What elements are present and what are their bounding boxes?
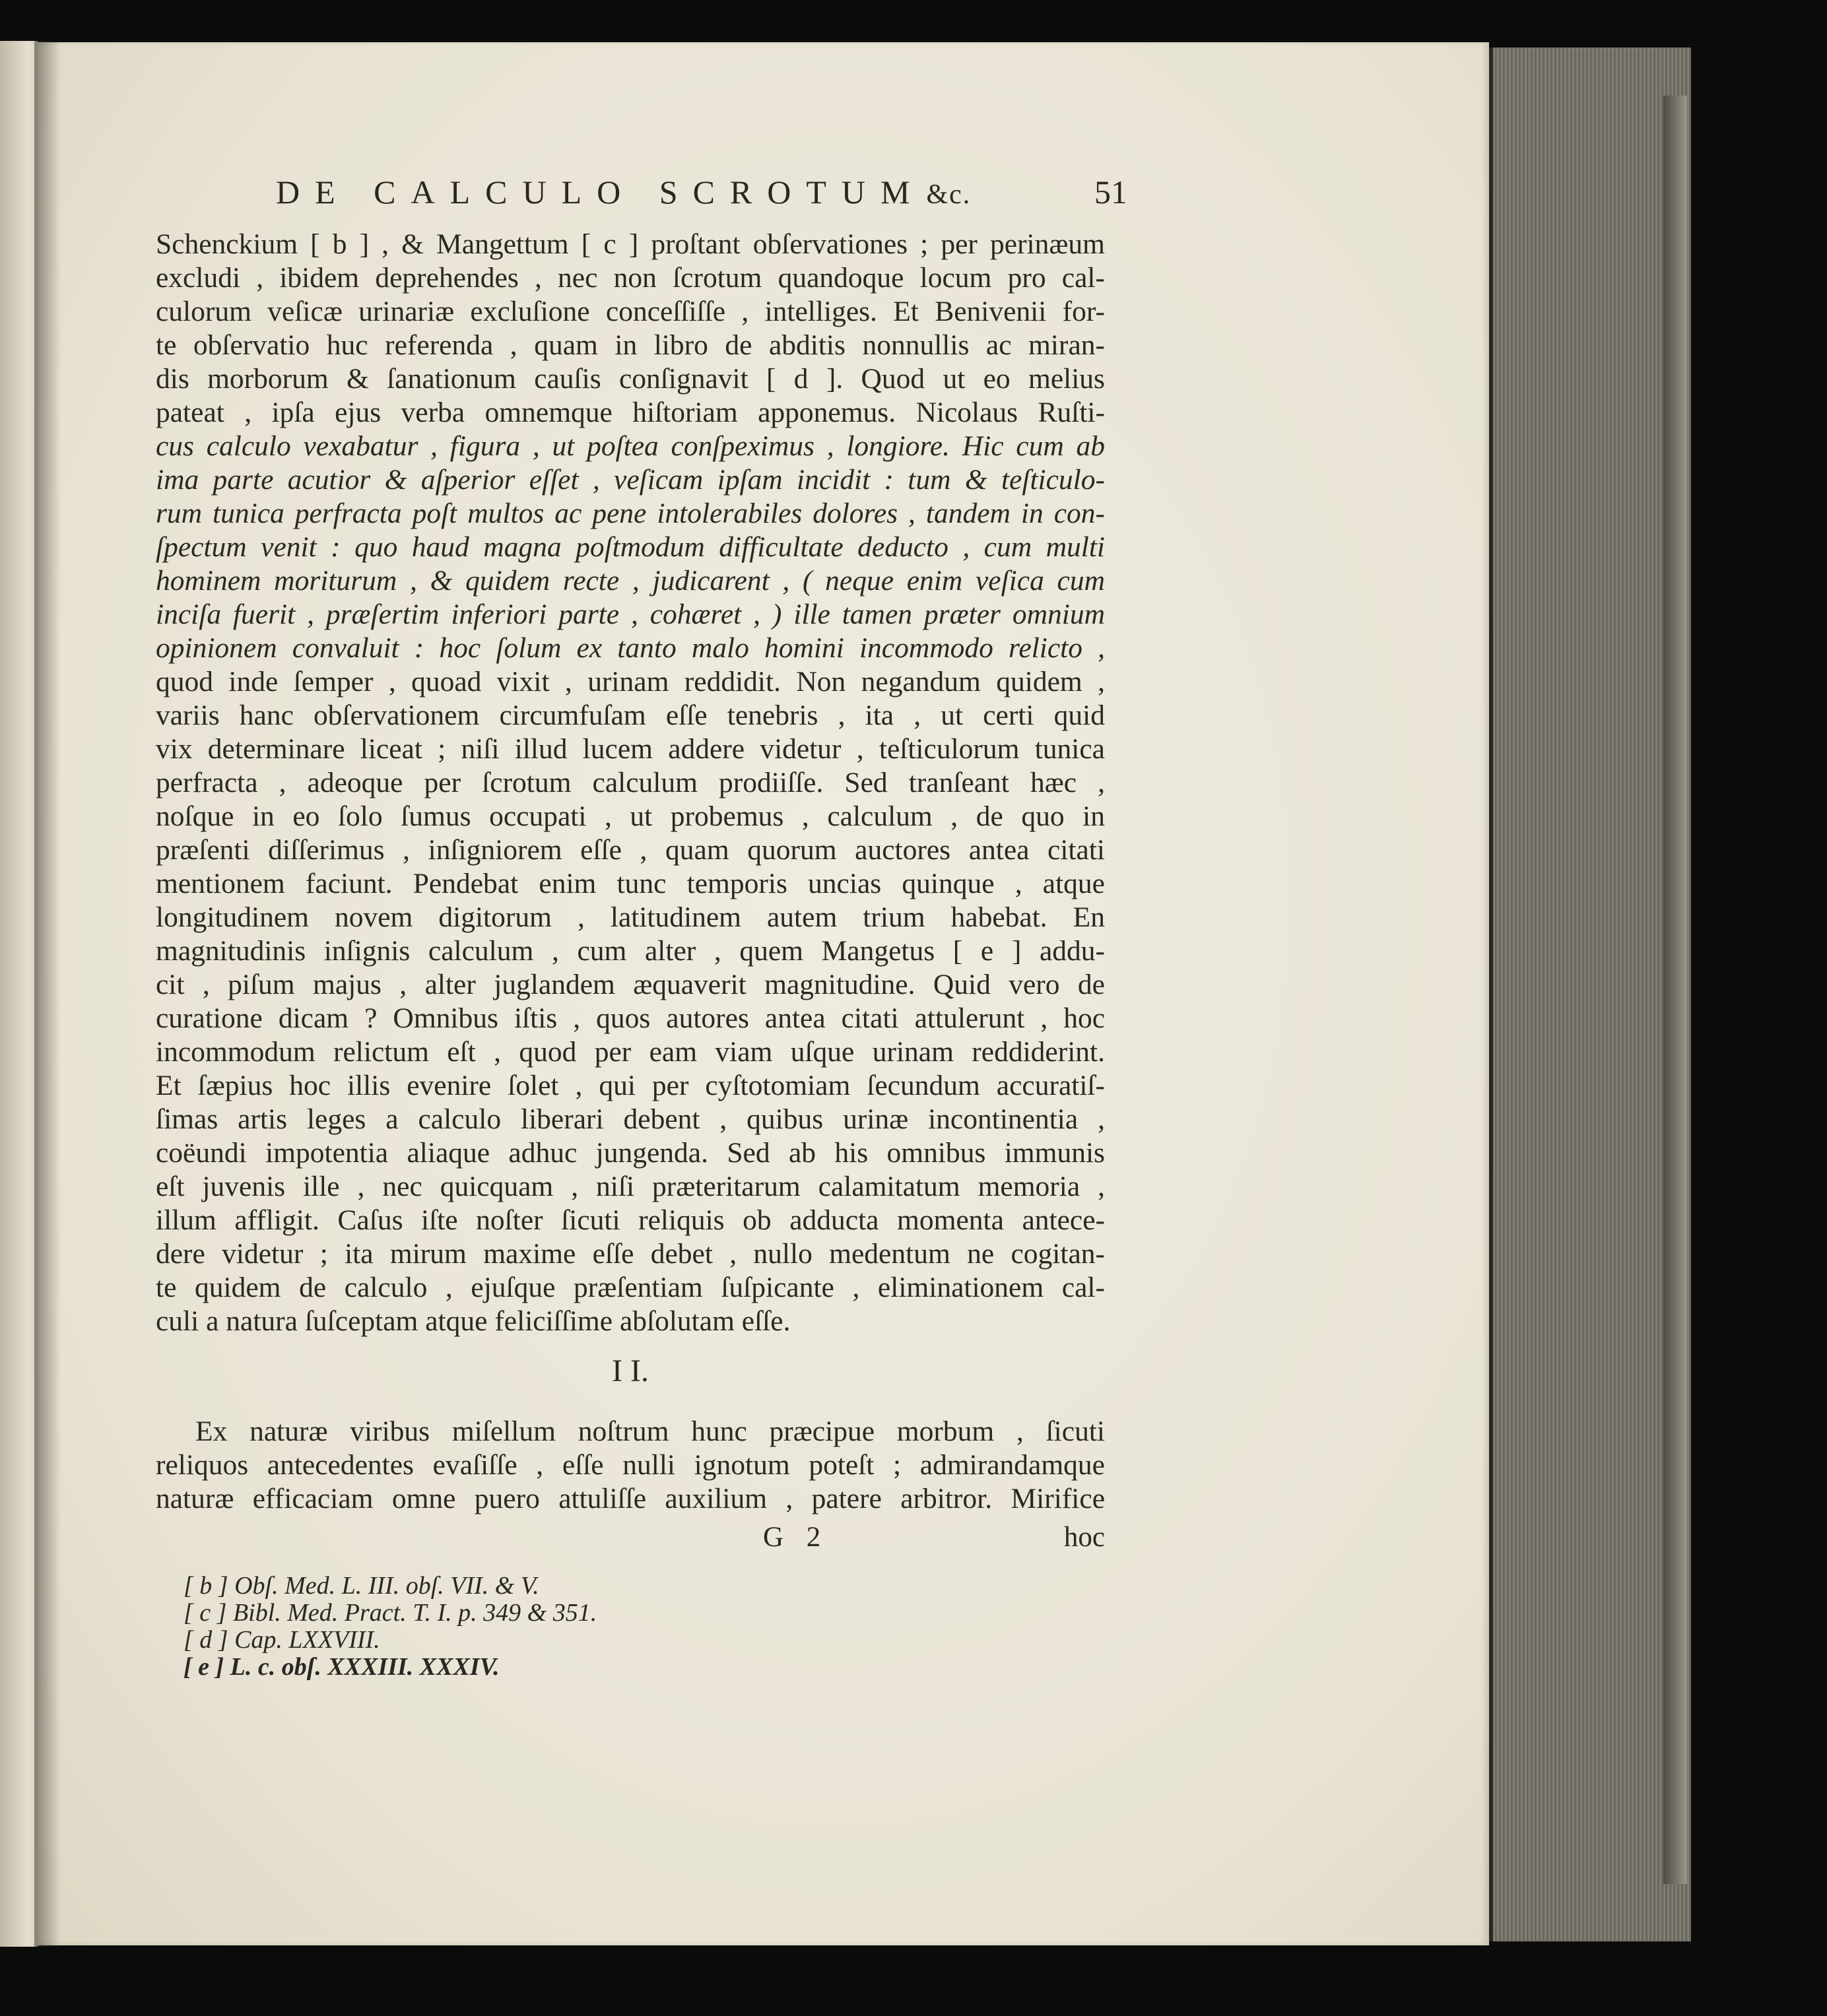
footnote: [ c ] Bibl. Med. Pract. T. I. p. 349 & 351. (183, 1599, 597, 1627)
text-line: noſque in eo ſolo ſumus occupati , ut probemus , calculum , de quo in (156, 800, 1105, 832)
running-title-etc: &c. (926, 179, 972, 210)
text-line: curatione dicam ? Omnibus iſtis , quos autores antea citati attulerunt , hoc (156, 1002, 1105, 1034)
facing-page-edge (0, 41, 40, 1947)
text-line: cit , piſum majus , alter juglandem æquaverit magnitudine. Quid vero de (156, 969, 1105, 1000)
section-heading: I I. (612, 1353, 649, 1388)
text-line: opinionem convaluit : hoc ſolum ex tanto malo homini incommodo relicto , (156, 632, 1105, 664)
main-text-block (156, 228, 1105, 1338)
text-line: inciſa fuerit , præſertim inferiori parte , cohæret , ) ille tamen præter omnium (156, 599, 1105, 630)
book-cover-edge (1663, 96, 1687, 1884)
footnote: [ b ] Obſ. Med. L. III. obſ. VII. & V. (183, 1572, 539, 1600)
text-line: magnitudinis inſignis calculum , cum alter , quem Mangetus [ e ] addu- (156, 935, 1105, 967)
text-line: incommodum relictum eſt , quod per eam viam uſque urinam reddiderint. (156, 1036, 1105, 1068)
footnotes (183, 1573, 597, 1681)
text-line: culorum veſicæ urinariæ excluſione conceſſiſſe , intelliges. Et Benivenii for- (156, 296, 1105, 327)
page-header (276, 173, 1127, 226)
text-line: dere videtur ; ita mirum maxime eſſe debet , nullo medentum ne cogitan- (156, 1238, 1105, 1270)
text-line: reliquos antecedentes evaſiſſe , eſſe nulli ignotum poteſt ; admirandamque (156, 1449, 1105, 1481)
text-line: ſpectum venit : quo haud magna poſtmodum difficultate deducto , cum multi (156, 531, 1105, 563)
signature-row (156, 1521, 1105, 1554)
text-line: mentionem faciunt. Pendebat enim tunc temporis uncias quinque , atque (156, 868, 1105, 899)
footnote: [ d ] Cap. LXXVIII. (183, 1626, 380, 1654)
text-line: præſenti diſſerimus , inſigniorem eſſe , quam quorum auctores antea citati (156, 834, 1105, 866)
text-line: excludi , ibidem deprehendes , nec non ſcrotum quandoque locum pro cal- (156, 262, 1105, 294)
binding-gutter (34, 41, 61, 1947)
section-text-block (156, 1415, 1105, 1516)
footnote: [ e ] L. c. obſ. XXXIII. XXXIV. (183, 1653, 500, 1681)
text-line: cus calculo vexabatur , figura , ut poſtea conſpeximus , longiore. Hic cum ab (156, 430, 1105, 462)
text-line: te quidem de calculo , ejuſque præſentiam ſuſpicante , eliminationem cal- (156, 1272, 1105, 1303)
text-line: illum affligit. Caſus iſte noſter ſicuti reliquis ob adducta momenta antece- (156, 1204, 1105, 1236)
text-line: ſimas artis leges a calculo liberari debent , quibus urinæ incontinentia , (156, 1103, 1105, 1135)
text-line: coëundi impotentia aliaque adhuc jungenda. Sed ab his omnibus immunis (156, 1137, 1105, 1169)
text-line: quod inde ſemper , quoad vixit , urinam reddidit. Non negandum quidem , (156, 666, 1105, 698)
text-line: perfracta , adeoque per ſcrotum calculum prodiiſſe. Sed tranſeant hæc , (156, 767, 1105, 798)
text-line: pateat , ipſa ejus verba omnemque hiſtoriam apponemus. Nicolaus Ruſti- (156, 397, 1105, 428)
text-line: hominem moriturum , & quidem recte , judicarent , ( neque enim veſica cum (156, 565, 1105, 597)
text-line: naturæ efficaciam omne puero attuliſſe auxilium , patere arbitror. Mirifice (156, 1483, 1105, 1514)
text-line: Schenckium [ b ] , & Mangettum [ c ] proſtant obſervationes ; per perinæum (156, 228, 1105, 260)
text-line: ima parte acutior & aſperior eſſet , veſicam ipſam incidit : tum & teſticulo- (156, 464, 1105, 496)
text-line: te obſervatio huc referenda , quam in libro de abditis nonnullis ac miran- (156, 329, 1105, 361)
text-line: variis hanc obſervationem circumfuſam eſſe tenebris , ita , ut certi quid (156, 699, 1105, 731)
text-line: Et ſæpius hoc illis evenire ſolet , qui per cyſtotomiam ſecundum accuratiſ- (156, 1070, 1105, 1101)
text-line: culi a natura ſuſceptam atque feliciſſime abſolutam eſſe. (156, 1305, 791, 1337)
text-line: rum tunica perfracta poſt multos ac pene intolerabiles dolores , tandem in con- (156, 498, 1105, 529)
text-line: longitudinem novem digitorum , latitudinem autem trium habebat. En (156, 901, 1105, 933)
page-number: 51 (1094, 174, 1127, 211)
text-line: vix determinare liceat ; niſi illud lucem addere videtur , teſticulorum tunica (156, 733, 1105, 765)
text-line: eſt juvenis ille , nec quicquam , niſi præteritarum calamitatum memoria , (156, 1171, 1105, 1202)
page-block-edges (1489, 48, 1691, 1941)
text-line: dis morborum & ſanationum cauſis conſignavit [ d ]. Quod ut eo melius (156, 363, 1105, 395)
text-line: Ex naturæ viribus miſellum noſtrum hunc præcipue morbum , ſicuti (195, 1415, 1105, 1447)
running-title: DE CALCULO SCROTUM (276, 174, 925, 211)
signature-mark: G 2 (763, 1522, 829, 1553)
catchword: hoc (1063, 1522, 1105, 1553)
